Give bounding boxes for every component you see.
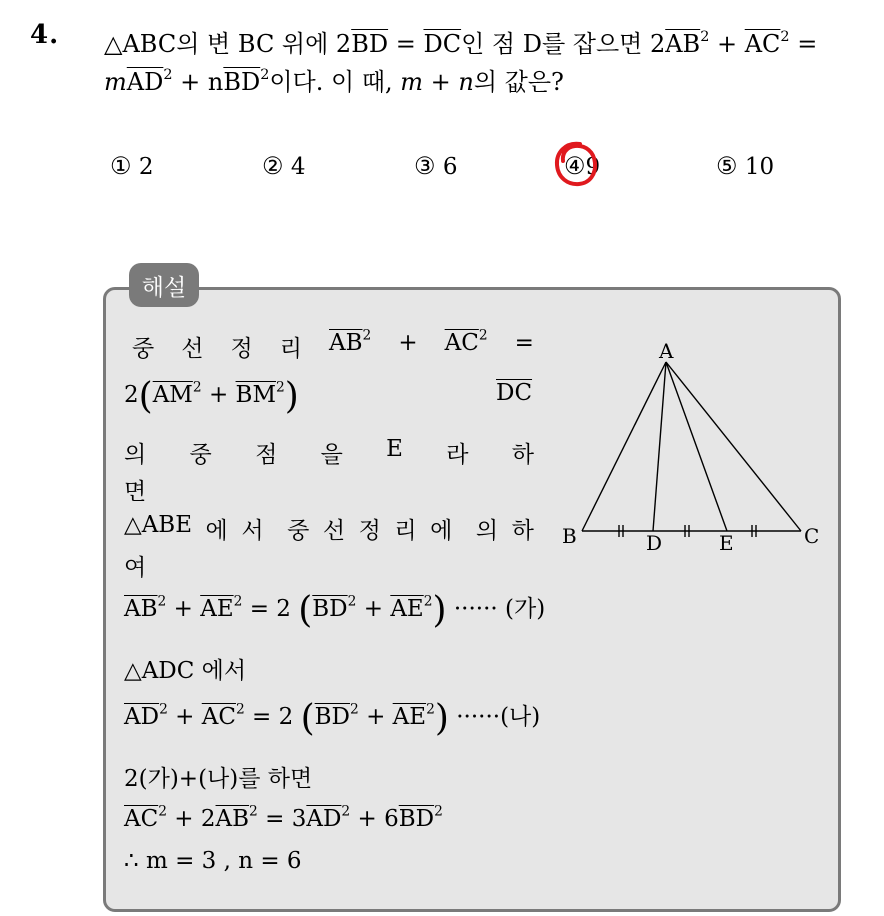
solution-line-12: ∴ m = 3 , n = 6 [124, 848, 302, 874]
solution-line-2-dc: $\overline{DC}$ [496, 380, 533, 406]
label-a: A [659, 339, 674, 363]
label-b: B [562, 524, 577, 548]
solution-line-4: 면 [124, 479, 147, 505]
solution-line-10: 2(가)+(나)를 하면 [124, 766, 313, 792]
choice-5[interactable]: ⑤ 10 [716, 152, 775, 180]
solution-tab: 해설 [129, 263, 199, 307]
choice-2[interactable]: ② 4 [262, 152, 306, 180]
question-number: 4. [30, 20, 60, 50]
solution-line-11: $\overline{AC}^2 + 2\overline{AB}^2 = 3\overline{AD}^2 + 6\overline{BD}^2$ [124, 803, 443, 832]
question-text-line-2: $m\overline{AD}^2 + n\overline{BD}^2$이다. 이 때, m + n의 값은? [104, 67, 564, 96]
segment-ae [666, 362, 727, 531]
solution-line-9: $\overline{AD}^2 + \overline{AC}^2 = 2$ $(\overline{BD}^2 + \overline{AE}^2)$ ······(나) [124, 698, 541, 739]
segment-ad [653, 362, 666, 531]
triangle-diagram [555, 335, 830, 560]
choice-4[interactable]: ④9 [564, 152, 601, 180]
choice-3[interactable]: ③ 6 [414, 152, 458, 180]
solution-line-2: $2(\overline{AM}^2 + \overline{BM}^2)$ [124, 376, 299, 417]
solution-line-5: △ABE 에 서 중 선 정 리 에 의 하 [124, 512, 534, 544]
label-c: C [804, 524, 820, 548]
side-ac [666, 362, 801, 531]
solution-line-3: 의 중 점 을 E 라 하 [124, 436, 534, 468]
question-text-line-1: △ABC의 변 BC 위에 $2\overline{BD} = \overline{DC}$인 점 D를 잡으면 $2\overline{AB}^2 + \overline{AC}^2$ = [104, 29, 818, 58]
label-d: D [646, 531, 663, 555]
solution-line-6: 여 [124, 555, 147, 581]
solution-line-7: $\overline{AB}^2 + \overline{AE}^2 = 2$ $(\overline{BD}^2 + \overline{AE}^2)$ ······ (가) [124, 590, 546, 631]
answer-circle-mark [553, 140, 599, 188]
side-ab [582, 362, 666, 531]
choice-1[interactable]: ① 2 [110, 152, 154, 180]
solution-line-8: △ADC 에서 [124, 658, 247, 684]
solution-line-1: 중 선 정 리 $\overline{AB}^2$ + $\overline{AC}^2$ = [132, 327, 534, 362]
label-e: E [719, 531, 734, 555]
